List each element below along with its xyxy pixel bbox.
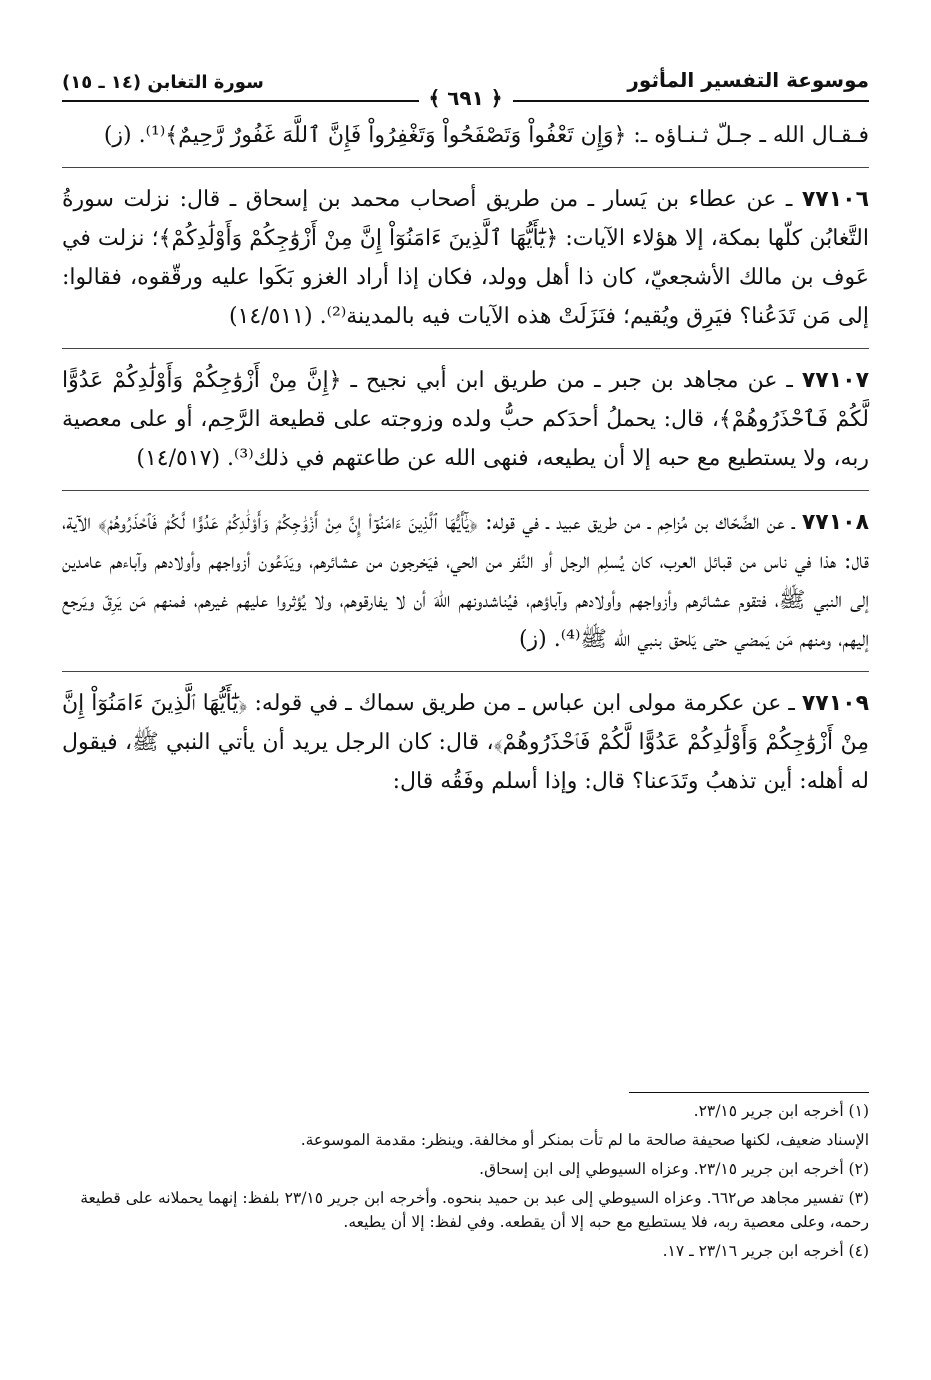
footnotes (62, 1092, 869, 1268)
hadith-number: ٧٧١٠٧ (801, 368, 869, 393)
paragraph-text: ـ عن عطاء بن يَسار ـ من طريق أصحاب محمد بن إسحاق ـ قال: نزلت سورةُ التَّغابُن كلّها بمكة، إلا هؤلاء الآيات: ﴿يَٰٓأَيُّهَا ٱلَّذِينَ ءَامَنُوٓاْ إِنَّ مِنْ أَزْوَٰجِكُمْ وَأَوْلَٰدِكُمْ﴾؛ نزلت في عَوف بن مالك الأشجعيّ، كان ذا أهل وولد، فكان إذا أراد الغزو بَكَوا عليه ورقّقوه، فقالوا: إلى مَن تَدَعُنا؟ فيَرِق ويُقيم؛ فنَزَلَتْ هذه الآيات فيه بالمدينة⁽²⁾. (١٤/٥١١) (62, 187, 869, 329)
paragraph-text: فـقـال الله ـ جـلّ ثـنـاؤه ـ: ﴿وَإِن تَعْفُواْ وَتَصْفَحُواْ وَتَغْفِرُواْ فَإِنَّ ٱللَّهَ غَفُورٌ رَّحِيمٌ﴾⁽¹⁾. (ز) (103, 123, 869, 148)
paragraph (62, 684, 869, 813)
page-number: ﴾ ٦٩١ ﴿ (419, 86, 513, 110)
page-body (62, 116, 869, 813)
book-title: موسوعة التفسير المأثور (627, 68, 869, 92)
surah-label: سورة التغابن (١٤ ـ ١٥) (62, 72, 264, 93)
paragraph (62, 503, 869, 672)
footnote: الإسناد ضعيف، لكنها صحيفة صالحة ما لم تأت بمنكر أو مخالفة. وينظر: مقدمة الموسوعة. (300, 1131, 869, 1149)
paragraph-text: ـ عن الضَّحّاك بن مُزاحِم ـ من طريق عبيد ـ في قوله: ﴿يَٰٓأَيُّهَا ٱلَّذِينَ ءَامَنُوٓاْ إِنَّ مِنْ أَزْوَٰجِكُمْ وَأَوْلَٰدِكُمْ عَدُوًّا لَّكُمْ فَٱحْذَرُوهُمْ﴾ الآية، قال: هذا في ناس من قبائل العرب، كان يُسلِم الرجل أو النَّفر من الحي، فيَخرجون من عشائرهم، ويَدَعُون أزواجهم وأولادهم وآباءهم عامدين إلى النبي ﷺ، فتقوم عشائرهم وأزواجهم وأولادهم وآباؤهم، فيُناشدونهم اللهَ أن لا يفارقوهم، ولا يُؤثروا عليهم غيرهم، فمنهم مَن يَرِقّ ويَرجع إليهم، ومنهم مَن يَمضي حتى يَلحق بنبي الله ﷺ⁽⁴⁾. (ز) (62, 510, 869, 652)
paragraph-text: ـ عن عكرمة مولى ابن عباس ـ من طريق سماك ـ في قوله: ﴿يَٰٓأَيُّهَا ٱلَّذِينَ ءَامَنُوٓاْ إِنَّ مِنْ أَزْوَٰجِكُمْ وَأَوْلَٰدِكُمْ عَدُوًّا لَّكُمْ فَٱحْذَرُوهُمْ﴾، قال: كان الرجل يريد أن يأتي النبي ﷺ، فيقول له أهله: أين تذهبُ وتَدَعنا؟ قال: وإذا أسلم وفَقُه قال: (62, 691, 869, 794)
footnote: (١) أخرجه ابن جرير ٢٣/١٥. (693, 1102, 869, 1120)
hadith-number: ٧٧١٠٦ (801, 187, 869, 212)
hadith-number: ٧٧١٠٩ (801, 691, 869, 716)
paragraph (62, 361, 869, 491)
footnote: (٣) تفسير مجاهد ص٦٦٢. وعزاه السيوطي إلى عبد بن حميد بنحوه. وأخرجه ابن جرير ٢٣/١٥ بلفظ: إنهما يحملانه على قطيعة رحمه، وعلى معصية ربه، فلا يستطيع مع حبه إلا أن يقطعه. وفي لفظ: إلا أن يطيعه. (80, 1189, 869, 1231)
footnote-divider (629, 1092, 869, 1093)
paragraph (62, 180, 869, 349)
running-header (62, 60, 869, 110)
footnote: (٤) أخرجه ابن جرير ٢٣/١٦ ـ ١٧. (662, 1242, 869, 1260)
hadith-number: ٧٧١٠٨ (801, 510, 869, 535)
footnote: (٢) أخرجه ابن جرير ٢٣/١٥. وعزاه السيوطي إلى ابن إسحاق. (479, 1160, 869, 1178)
paragraph (62, 116, 869, 168)
paragraph-text: ـ عن مجاهد بن جبر ـ من طريق ابن أبي نجيح ـ ﴿إِنَّ مِنْ أَزْوَٰجِكُمْ وَأَوْلَٰدِكُمْ عَدُوًّا لَّكُمْ فَٱحْذَرُوهُمْ﴾، قال: يحملُ أحدَكم حبُّ ولده وزوجته على قطيعة الرَّحِم، أو على معصية ربه، ولا يستطيع مع حبه إلا أن يطيعه، فنهى الله عن طاعتهم في ذلك⁽³⁾. (١٤/٥١٧) (62, 368, 869, 471)
